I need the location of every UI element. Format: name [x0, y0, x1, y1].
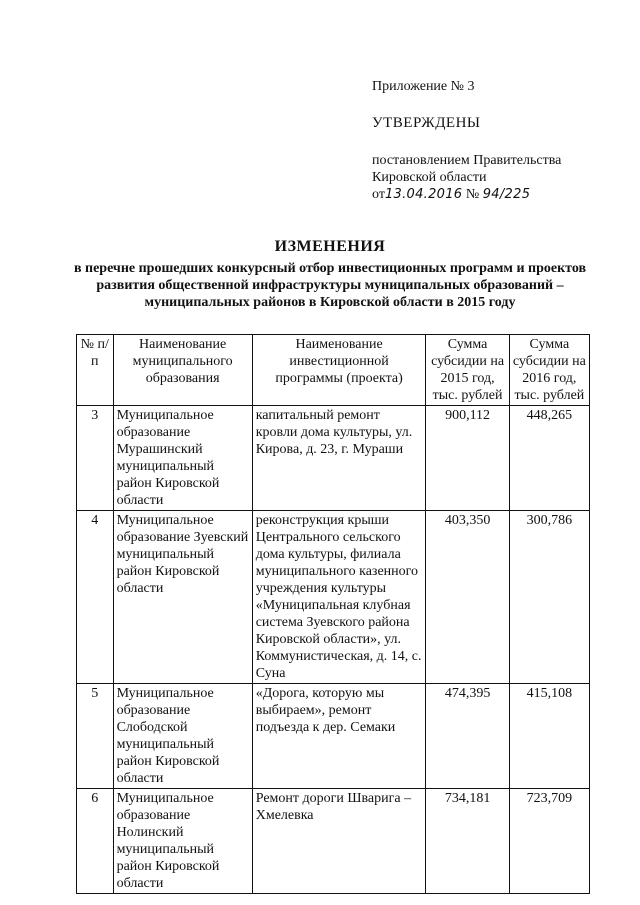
cell-municipality: Муниципальное образование Слободской муниципальный район Кировской области	[113, 684, 252, 789]
decree-date-line	[372, 186, 622, 203]
decree-number: 94/225	[482, 187, 531, 202]
cell-sum-2015: 474,395	[426, 684, 509, 789]
changes-table	[76, 334, 590, 894]
appendix-number: Приложение № 3	[372, 79, 475, 94]
decree-line-1: постановлением Правительства	[372, 153, 562, 168]
decree-line-2: Кировской области	[372, 170, 487, 185]
table-row	[77, 406, 590, 511]
cell-program: реконструкция крыши Центрального сельского дома культуры, филиала муниципального казенного учреждения культуры «Муниципальная клубная система Зуевского района Кировской области», ул. Коммунистическая, д. 14, с. Суна	[252, 511, 426, 684]
cell-municipality: Муниципальное образование Нолинский муниципальный район Кировской области	[113, 789, 252, 894]
cell-sum-2016: 448,265	[509, 406, 589, 511]
cell-sum-2016: 723,709	[509, 789, 589, 894]
cell-sum-2016: 300,786	[509, 511, 589, 684]
table-row	[77, 511, 590, 684]
table-row	[77, 684, 590, 789]
cell-program: «Дорога, которую мы выбираем», ремонт подъезда к дер. Семаки	[252, 684, 426, 789]
cell-no: 5	[77, 684, 114, 789]
cell-no: 4	[77, 511, 114, 684]
cell-no: 3	[77, 406, 114, 511]
cell-program: Ремонт дороги Шварига – Хмелевка	[252, 789, 426, 894]
decree-date: 13.04.2016	[384, 187, 463, 202]
header-sum-2015: Сумма субсидии на 2015 год, тыс. рублей	[426, 335, 509, 406]
header-municipality: Наименование муниципального образования	[113, 335, 252, 406]
cell-municipality: Муниципальное образование Зуевский муниципальный район Кировской области	[113, 511, 252, 684]
cell-no: 6	[77, 789, 114, 894]
cell-sum-2015: 403,350	[426, 511, 509, 684]
document-heading	[60, 238, 600, 311]
document-title: ИЗМЕНЕНИЯ	[274, 238, 386, 255]
approved-stamp-text: УТВЕРЖДЕНЫ	[372, 115, 481, 131]
document-subtitle: в перечне прошедших конкурсный отбор инвестиционных программ и проектов развития общественной инфраструктуры муниципальных образований – муниципальных районов в Кировской области в 2015 году	[73, 261, 587, 310]
cell-municipality: Муниципальное образование Мурашинский муниципальный район Кировской области	[113, 406, 252, 511]
header-sum-2016: Сумма субсидии на 2016 год, тыс. рублей	[509, 335, 589, 406]
table-header-row	[77, 335, 590, 406]
date-prefix: от	[372, 187, 385, 202]
cell-program: капитальный ремонт кровли дома культуры, ул. Кирова, д. 23, г. Мураши	[252, 406, 426, 511]
cell-sum-2016: 415,108	[509, 684, 589, 789]
header-program: Наименование инвестиционной программы (проекта)	[252, 335, 426, 406]
cell-sum-2015: 734,181	[426, 789, 509, 894]
number-prefix: №	[465, 187, 480, 202]
table-row	[77, 789, 590, 894]
header-no: № п/п	[77, 335, 114, 406]
approval-block	[372, 78, 622, 203]
cell-sum-2015: 900,112	[426, 406, 509, 511]
decree-reference	[372, 152, 622, 203]
